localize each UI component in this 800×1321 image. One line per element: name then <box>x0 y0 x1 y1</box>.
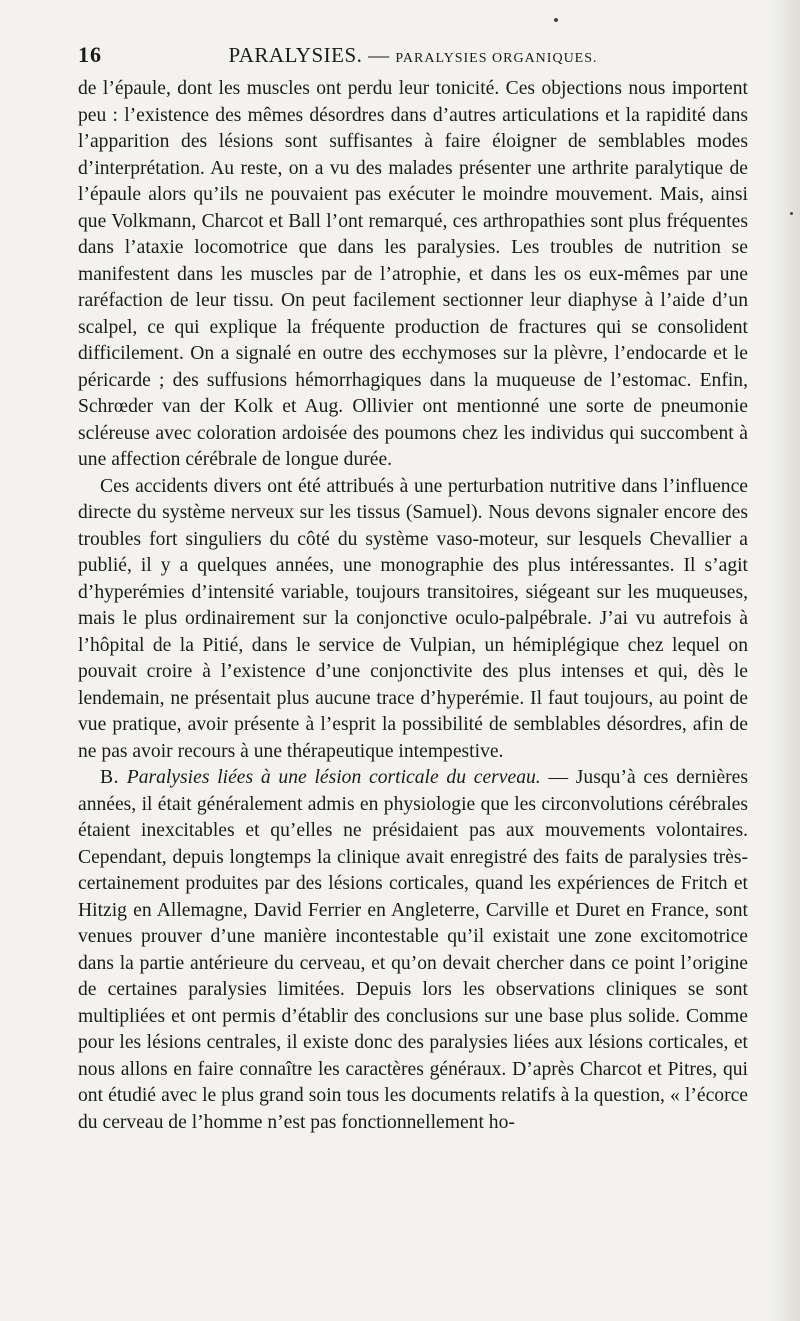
running-header <box>78 42 748 76</box>
section-text: Jusqu’à ces dernières années, il était généralement admis en physiologie que les circonvolutions cérébrales étaient inexcitables et qu’elles ne présidaient pas aux mouvements volontaires. Cependant, depuis longtemps la clinique avait enregistré des faits de paralysies très-certainement produites par des lésions corticales, quand les expériences de Fritch et Hitzig en Allemagne, David Ferrier en Angleterre, Carville et Duret en France, sont venues prouver d’une manière incontestable qu’il existait une zone excitomotrice dans la partie antérieure du cerveau, et qu’on devait chercher dans ce point l’origine de certaines paralysies limitées. Depuis lors les observations cliniques se sont multipliées et ont permis d’établir des conclusions sur une base plus solide. Comme pour les lésions centrales, il existe donc des paralysies liées aux lésions corticales, et nous allons en faire connaître les caractères généraux. D’après Charcot et Pitres, qui ont étudié avec le plus grand soin tous les documents relatifs à la question, « l’écorce du cerveau de l’homme n’est pas fonctionnellement ho- <box>78 767 748 1133</box>
section-letter: B. <box>100 767 119 788</box>
page-edge-shadow <box>770 0 800 1321</box>
paragraph-section-b <box>78 765 748 1136</box>
running-title-subtitle: PARALYSIES ORGANIQUES. <box>395 51 598 66</box>
running-title-main: PARALYSIES. <box>228 43 363 67</box>
section-dash: — <box>540 767 576 788</box>
section-title: Paralysies liées à une lésion corticale du cerveau. <box>126 767 541 788</box>
print-speck <box>554 18 558 22</box>
print-speck <box>790 212 793 215</box>
running-title <box>78 43 748 68</box>
paragraph-vasomotor: Ces accidents divers ont été attribués à une perturbation nutritive dans l’influence directe du système nerveux sur les tissus (Samuel). Nous devons signaler encore des troubles fort singuliers du côté du système vaso-moteur, sur lesquels Chevallier a publié, il y a quelques années, une monographie des plus intéressantes. Il s’agit d’hyperémies d’intensité variable, toujours transitoires, siégeant sur les muqueuses, mais le plus ordinairement sur la conjonctive oculo-palpébrale. J’ai vu autrefois à l’hôpital de la Pitié, dans le service de Vulpian, un hémiplégique chez lequel on pouvait croire à l’existence d’une conjonctivite des plus intenses et qui, dès le lendemain, ne présentait plus aucune trace d’hyperémie. Il faut toujours, au point de vue pratique, avoir présente à l’esprit la possibilité de semblables désordres, afin de ne pas avoir recours à une thérapeutique intempestive. <box>78 475 748 762</box>
paragraph-continued: de l’épaule, dont les muscles ont perdu leur tonicité. Ces objections nous importent peu : l’existence des mêmes désordres dans d’autres articulations et la rapidité dans l’apparition des lésions sont suffisantes à faire éloigner de semblables modes d’interprétation. Au reste, on a vu des malades présenter une arthrite paralytique de l’épaule alors qu’ils ne pouvaient pas exécuter le moindre mouvement. Mais, ainsi que Volkmann, Charcot et Ball l’ont remarqué, ces arthropathies sont plus fréquentes dans l’ataxie locomotrice que dans les paralysies. Les troubles de nutrition se manifestent dans les muscles par de l’atrophie, et dans les os eux-mêmes par une raréfaction de leur tissu. On peut facilement sectionner leur diaphyse à l’aide d’un scalpel, ce qui explique la fréquente production de fractures qui se consolident difficilement. On a signalé en outre des ecchymoses sur la plèvre, l’endocarde et le péricarde ; des suffusions hémorrhagiques dans la muqueuse de l’estomac. Enfin, Schrœder van der Kolk et Aug. Ollivier ont mentionné une sorte de pneumonie scléreuse avec coloration ardoisée des poumons chez les individus qui succombent à une affection cérébrale de longue durée. <box>78 78 748 470</box>
running-title-separator: — <box>368 43 390 67</box>
page-body <box>78 76 748 1136</box>
page-number: 16 <box>78 42 102 67</box>
